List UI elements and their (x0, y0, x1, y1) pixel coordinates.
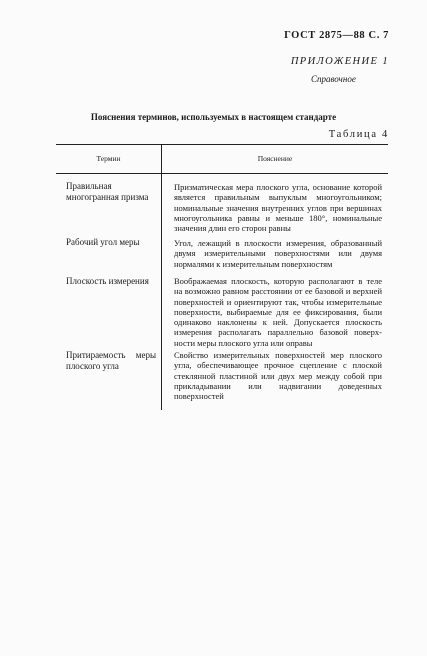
term-cell: Плоскость измерения (66, 276, 149, 286)
table-header-rule (56, 173, 388, 174)
table-column-divider (161, 144, 162, 410)
explanation-cell: Свойство измерительных поверхностей мер плоского угла, обеспечивающее прочное сцепление с плоской стеклянной пластиной или двух мер между собой при прикладывании или надвигании доведенных поверхностей (174, 350, 382, 402)
column-header-explanation: Пояснение (257, 154, 293, 163)
standard-header: ГОСТ 2875—88 С. 7 (284, 30, 389, 41)
section-title: Пояснения терминов, используемых в настоящем стандарте (90, 112, 337, 122)
explanation-cell: Угол, лежащий в плоскости измерения, образованный двумя измерительными поверхностями или двумя нормалями к измерительным поверхностям (174, 238, 382, 269)
explanation-cell: Воображаемая плоскость, которую располагают в теле на возможно равном расстоянии от ее базовой и верхней поверхностей и ориентируют так, чтобы измерительные поверхности, выбираемые для ее фиксирования, были одинаково наклонены к ней. Допускается плоскость измерения располагать параллельно базовой поверхности меры плоского угла или оправы (174, 276, 382, 348)
term-cell: Притираемость меры плоского угла (66, 350, 156, 371)
term-cell: Правильная многогранная призма (66, 181, 149, 202)
explanation-cell: Призматическая мера плоского угла, основание которой является правильным выпуклым многоугольником; номинальные значения внутренних углов при вершинах многоугольника равны и меньше 180°, номинальные значения длин его сторон равны (174, 182, 382, 234)
reference-label: Справочное (311, 74, 356, 84)
column-header-term: Термин (96, 154, 121, 163)
appendix-title: ПРИЛОЖЕНИЕ 1 (290, 56, 389, 67)
table-number: Таблица 4 (328, 129, 389, 140)
term-cell: Рабочий угол меры (66, 237, 140, 247)
table-top-rule (56, 144, 388, 145)
